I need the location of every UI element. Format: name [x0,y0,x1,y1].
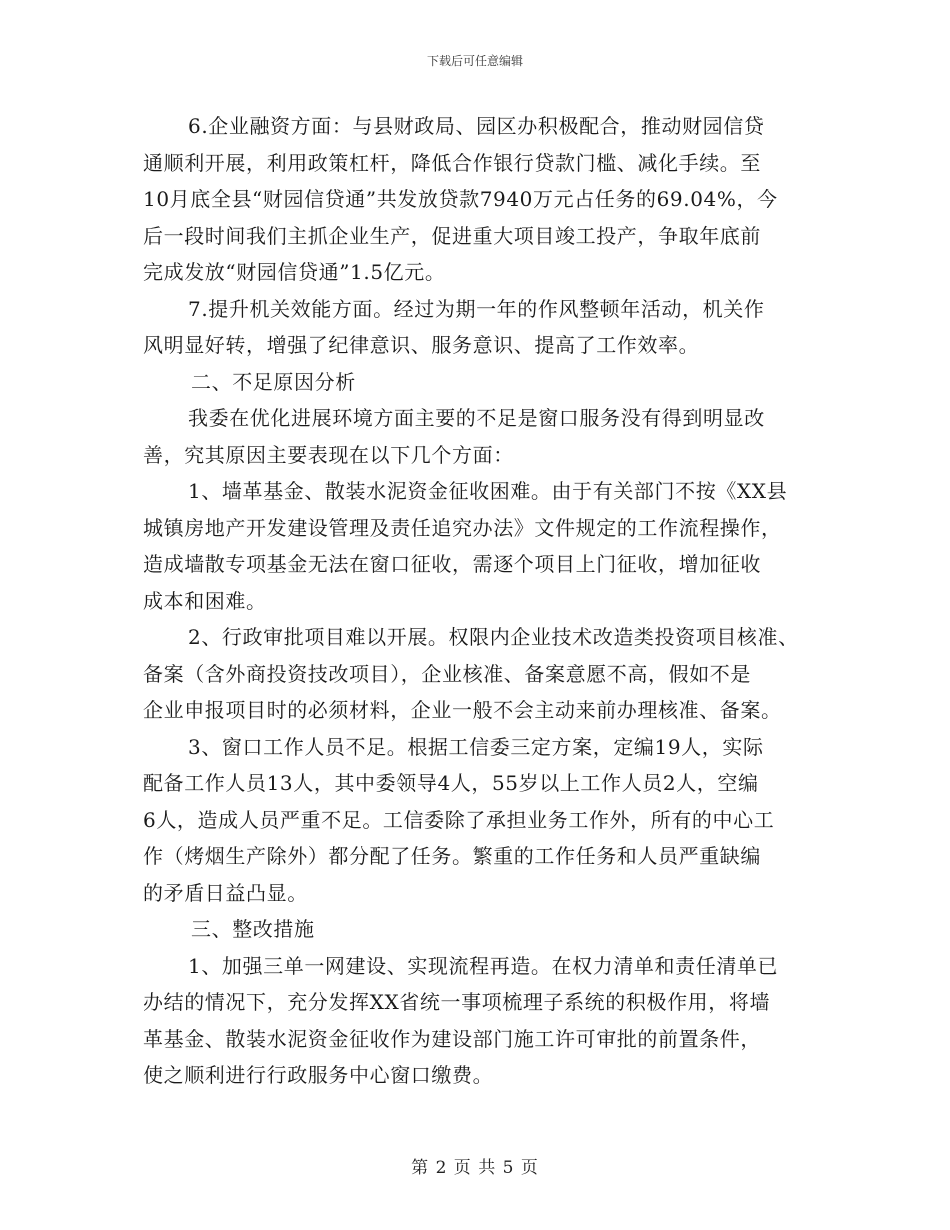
paragraph-line: 作（烤烟生产除外）都分配了任务。繁重的工作任务和人员严重缺编 [143,844,761,868]
paragraph-line: 造成墙散专项基金无法在窗口征收，需逐个项目上门征收，增加征收 [143,552,761,576]
paragraph-line: 使之顺利进行行政服务中心窗口缴费。 [143,1063,494,1087]
paragraph-line: 的矛盾日益凸显。 [143,880,308,905]
page-footer: 第 2 页 共 5 页 [411,1158,539,1178]
paragraph-line: 1、墙革基金、散装水泥资金征收困难。由于有关部门不按《XX县 [188,479,788,503]
paragraph-line: 成本和困难。 [143,588,267,613]
paragraph-line: 3、窗口工作人员不足。根据工信委三定方案，定编19人，实际 [188,734,764,759]
section-heading: 二、不足原因分析 [191,369,356,394]
paragraph-line: 我委在优化进展环境方面主要的不足是窗口服务没有得到明显改 [188,406,765,430]
paragraph-line: 革基金、散装水泥资金征收作为建设部门施工许可审批的前置条件， [143,1026,761,1051]
paragraph-line: 城镇房地产开发建设管理及责任追究办法》文件规定的工作流程操作， [143,515,782,540]
paragraph-line: 2、行政审批项目难以开展。权限内企业技术改造类投资项目核准、 [188,625,799,649]
paragraph-line: 风明显好转，增强了纪律意识、服务意识、提高了工作效率。 [143,333,700,357]
section-heading: 三、整改措施 [191,917,315,941]
paragraph-line: 10月底全县“财园信贷通”共发放贷款7940万元占任务的69.04%，今 [143,187,778,211]
paragraph-line: 企业申报项目时的必须材料，企业一般不会主动来前办理核准、备案。 [143,698,782,722]
paragraph-line: 通顺利开展，利用政策杠杆，降低合作银行贷款门槛、减化手续。至 [143,150,761,175]
paragraph-line: 6.企业融资方面：与县财政局、园区办积极配合，推动财园信贷 [188,114,765,138]
paragraph-line: 6人，造成人员严重不足。工信委除了承担业务工作外，所有的中心工 [143,807,775,832]
paragraph-line: 1、加强三单一网建设、实现流程再造。在权力清单和责任清单已 [188,953,779,978]
document-body [143,108,823,1094]
paragraph-line: 7.提升机关效能方面。经过为期一年的作风整顿年活动，机关作 [188,296,765,321]
paragraph-line: 完成发放“财园信贷通”1.5亿元。 [143,260,446,284]
paragraph-line: 后一段时间我们主抓企业生产，促进重大项目竣工投产，争取年底前 [143,223,761,248]
paragraph-line: 配备工作人员13人，其中委领导4人，55岁以上工作人员2人，空编 [143,771,759,795]
page-header: 下载后可任意编辑 [426,54,523,68]
paragraph-line: 善，究其原因主要表现在以下几个方面： [143,442,514,467]
paragraph-line: 备案（含外商投资技改项目），企业核准、备案意愿不高，假如不是 [143,661,751,686]
paragraph-line: 办结的情况下，充分发挥XX省统一事项梳理子系统的积极作用，将墙 [143,990,771,1014]
